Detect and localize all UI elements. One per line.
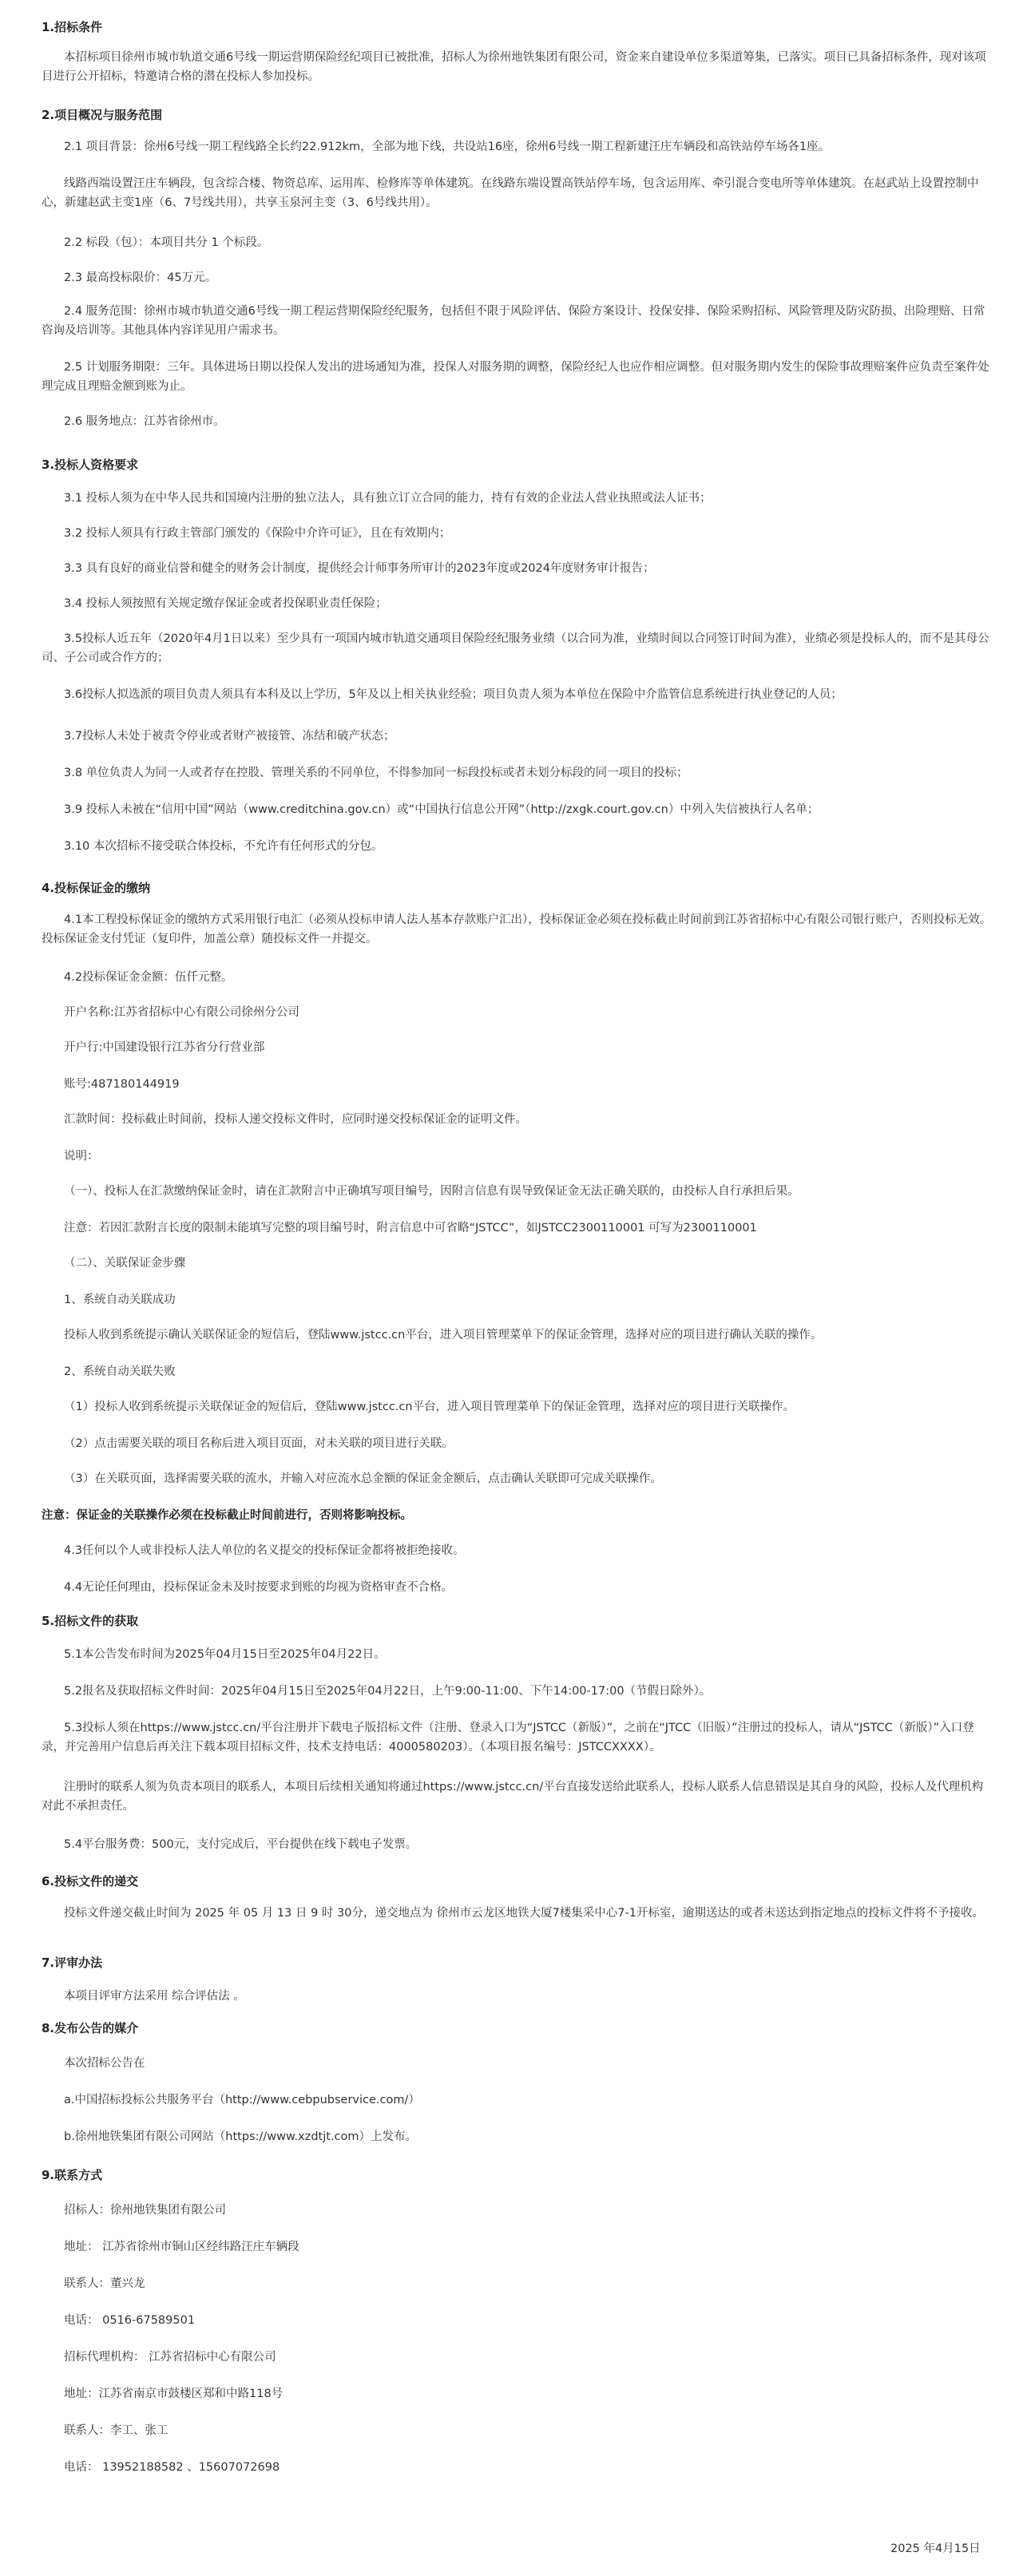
heading-6-submission: 6.投标文件的递交 (42, 1874, 139, 1888)
deposit-warning: 注意：保证金的关联操作必须在投标截止时间前进行，否则将影响投标。 (42, 1509, 412, 1522)
paragraph-2-5: 2.5 计划服务期限：三年。具体进场日期以投保人发出的进场通知为准，投保人对服务期的调整，保险经纪人也应作相应调整。但对服务期内发生的保险事故理赔案件应负责至案件处理完成且理赔金额到账为止。 (42, 361, 989, 393)
media-b: b.徐州地铁集团有限公司网站（https://www.xzdtjt.com）上发布。 (64, 2130, 418, 2143)
heading-7-evaluation: 7.评审办法 (42, 1956, 103, 1970)
contact-tenderer-address: 地址： 江苏省徐州市铜山区经纬路汪庄车辆段 (64, 2241, 299, 2253)
remit-time: 汇款时间：投标截止时间前，投标人递交投标文件时，应同时递交投标保证金的证明文件。 (64, 1113, 527, 1126)
paragraph-3-4: 3.4 投标人须按照有关规定缴存保证金或者投保职业责任保险； (64, 597, 387, 610)
contact-agency-phone: 电话： 13952188582 、15607072698 (64, 2461, 280, 2474)
heading-8-media: 8.发布公告的媒介 (42, 2021, 139, 2035)
contact-agency: 招标代理机构： 江苏省招标中心有限公司 (64, 2351, 276, 2364)
heading-4-deposit: 4.投标保证金的缴纳 (42, 881, 151, 895)
paragraph-4-1: 4.1本工程投标保证金的缴纳方式采用银行电汇（必须从投标申请人法人基本存款账户汇出），投标保证金必须在投标截止时间前到江苏省招标中心有限公司银行账户，否则投标无效。投标保证金支付凭证（复印件，加盖公章）随投标文件一并提交。 (42, 913, 992, 945)
paragraph-4-2: 4.2投标保证金金额：伍仟元整。 (64, 971, 233, 984)
step-2-1: （1）投标人收到系统提示关联保证金的短信后，登陆www.jstcc.cn平台，进入项目管理菜单下的保证金管理，选择对应的项目进行关联操作。 (64, 1401, 795, 1413)
heading-2-project-overview: 2.项目概况与服务范围 (42, 108, 163, 122)
heading-5-documents: 5.招标文件的获取 (42, 1614, 139, 1628)
paragraph-5-2: 5.2报名及获取招标文件时间：2025年04月15日至2025年04月22日，上午9:00-11:00、下午14:00-17:00（节假日除外）。 (64, 1685, 712, 1698)
paragraph-5-3-note: 注册时的联系人须为负责本项目的联系人，本项目后续相关通知将通过https://www.jstcc.cn/平台直接发送给此联系人，投标人联系人信息错误是其自身的风险，投标人及代理机构对此不承担责任。 (42, 1781, 984, 1813)
media-a: a.中国招标投标公共服务平台（http://www.cebpubservice.com/） (64, 2094, 420, 2106)
contact-agency-address: 地址：江苏省南京市鼓楼区郑和中路118号 (64, 2388, 284, 2400)
step-1-desc: 投标人收到系统提示确认关联保证金的短信后，登陆www.jstcc.cn平台，进入项目管理菜单下的保证金管理，选择对应的项目进行确认关联的操作。 (64, 1329, 823, 1342)
contact-tenderer: 招标人：徐州地铁集团有限公司 (64, 2204, 226, 2217)
contact-tenderer-phone: 电话： 0516-67589501 (64, 2314, 196, 2327)
paragraph-4-3: 4.3任何以个人或非投标人法人单位的名义提交的投标保证金都将被拒绝接收。 (64, 1544, 465, 1557)
step-2-2: （2）点击需要关联的项目名称后进入项目页面，对未关联的项目进行关联。 (64, 1437, 454, 1450)
step-2: 2、系统自动关联失败 (64, 1365, 176, 1378)
paragraph-2-3: 2.3 最高投标限价：45万元。 (64, 271, 217, 284)
account-name: 开户名称:江苏省招标中心有限公司徐州分公司 (64, 1006, 299, 1019)
note-1: （一）、投标人在汇款缴纳保证金时，请在汇款附言中正确填写项目编号，因附言信息有误导致保证金无法正确关联的，由投标人自行承担后果。 (64, 1185, 799, 1198)
account-bank: 开户行:中国建设银行江苏省分行营业部 (64, 1041, 265, 1054)
paragraph-2-6: 2.6 服务地点：江苏省徐州市。 (64, 415, 225, 428)
paragraph-tender-conditions (42, 48, 992, 86)
contact-tenderer-person: 联系人：董兴龙 (64, 2277, 145, 2290)
step-2-3: （3）在关联页面，选择需要关联的流水，并输入对应流水总金额的保证金金额后，点击确认关联即可完成关联操作。 (64, 1472, 662, 1485)
paragraph-5-3: 5.3投标人须在https://www.jstcc.cn/平台注册并下载电子版招标文件（注册、登录入口为“JSTCC（新版）”，之前在“JTCC（旧版）”注册过的投标人，请从“JSTCC（新版）”入口登录，并完善用户信息后再关注下载本项目招标文件，技术支持电话：4000580203）。（本项目报名编号：JSTCCXXXX）。 (42, 1722, 974, 1754)
paragraph-5-4: 5.4平台服务费：500元，支付完成后，平台提供在线下载电子发票。 (64, 1838, 418, 1851)
paragraph-3-3: 3.3 具有良好的商业信誉和健全的财务会计制度，提供经会计师事务所审计的2023年度或2024年度财务审计报告； (64, 562, 655, 575)
paragraph-4-4: 4.4无论任何理由，投标保证金未及时按要求到账的均视为资格审查不合格。 (64, 1581, 454, 1594)
paragraph-6: 投标文件递交截止时间为 2025 年 05 月 13 日 9 时 30分，递交地点为 徐州市云龙区地铁大厦7楼集采中心7-1开标室，逾期送达的或者未送达到指定地点的投标文件将不予接收。 (64, 1907, 984, 1920)
heading-3-qualification: 3.投标人资格要求 (42, 458, 139, 472)
announcement-date: 2025 年4月15日 (890, 2542, 981, 2555)
paragraph-3-9: 3.9 投标人未被在“信用中国”网站（www.creditchina.gov.cn）或“中国执行信息公开网”（http://zxgk.court.gov.cn）中列入失信被执行人名单； (64, 803, 819, 816)
paragraph-tender-conditions-text: 本招标项目徐州市城市轨道交通6号线一期运营期保险经纪项目已被批准，招标人为徐州地铁集团有限公司，资金来自建设单位多渠道筹集，已落实。项目已具备招标条件，现对该项目进行公开招标，特邀请合格的潜在投标人参加投标。 (42, 51, 986, 83)
step-1: 1、系统自动关联成功 (64, 1294, 176, 1306)
paragraph-2-2: 2.2 标段（包）：本项目共分 1 个标段。 (64, 236, 269, 249)
note-label: 说明： (64, 1150, 99, 1163)
paragraph-2-4: 2.4 服务范围：徐州市城市轨道交通6号线一期工程运营期保险经纪服务，包括但不限于风险评估、保险方案设计、投保安排、保险采购招标、风险管理及防灾防损、出险理赔、日常咨询及培训等。其他具体内容详见用户需求书。 (42, 305, 985, 337)
heading-1-tender-conditions: 1.招标条件 (42, 20, 103, 34)
paragraph-3-8: 3.8 单位负责人为同一人或者存在控股、管理关系的不同单位，不得参加同一标段投标或者未划分标段的同一项目的投标； (64, 767, 688, 779)
paragraph-3-2: 3.2 投标人须具有行政主管部门颁发的《保险中介许可证》，且在有效期内； (64, 527, 451, 540)
paragraph-3-7: 3.7投标人未处于被责令停业或者财产被接管、冻结和破产状态； (64, 730, 395, 743)
paragraph-3-10: 3.10 本次招标不接受联合体投标，不允许有任何形式的分包。 (64, 840, 383, 853)
paragraph-5-1: 5.1本公告发布时间为2025年04月15日至2025年04月22日。 (64, 1648, 386, 1661)
note-2: （二）、关联保证金步骤 (64, 1257, 186, 1270)
heading-9-contacts: 9.联系方式 (42, 2168, 103, 2182)
paragraph-3-5: 3.5投标人近五年（2020年4月1日以来）至少具有一项国内城市轨道交通项目保险经纪服务业绩（以合同为准，业绩时间以合同签订时间为准），业绩必须是投标人的，而不是其母公司、子公司或合作方的； (42, 632, 989, 664)
paragraph-2-1-cont: 线路西端设置汪庄车辆段，包含综合楼、物资总库、运用库、检修库等单体建筑。在线路东端设置高铁站停车场，包含运用库、牵引混合变电所等单体建筑。在赵武站上设置控制中心，新建赵武主变1座（6、7号线共用），共享玉泉河主变（3、6号线共用）。 (42, 177, 979, 209)
paragraph-7: 本项目评审方法采用 综合评估法 。 (64, 1990, 245, 2003)
account-number: 账号:487180144919 (64, 1078, 180, 1091)
paragraph-3-1: 3.1 投标人须为在中华人民共和国境内注册的独立法人，具有独立订立合同的能力，持有有效的企业法人营业执照或法人证书； (64, 492, 712, 505)
contact-agency-person: 联系人：李工、张工 (64, 2424, 169, 2437)
paragraph-2-1: 2.1 项目背景：徐州6号线一期工程线路全长约22.912km，全部为地下线，共设站16座，徐州6号线一期工程新建汪庄车辆段和高铁站停车场各1座。 (64, 141, 831, 153)
note-attention: 注意：若因汇款附言长度的限制未能填写完整的项目编号时，附言信息中可省略“JSTCC”，如JSTCC2300110001 可写为2300110001 (64, 1222, 757, 1234)
media-intro: 本次招标公告在 (64, 2057, 145, 2070)
paragraph-3-6: 3.6投标人拟选派的项目负责人须具有本科及以上学历，5年及以上相关执业经验；项目负责人须为本单位在保险中介监管信息系统进行执业登记的人员； (64, 688, 843, 701)
